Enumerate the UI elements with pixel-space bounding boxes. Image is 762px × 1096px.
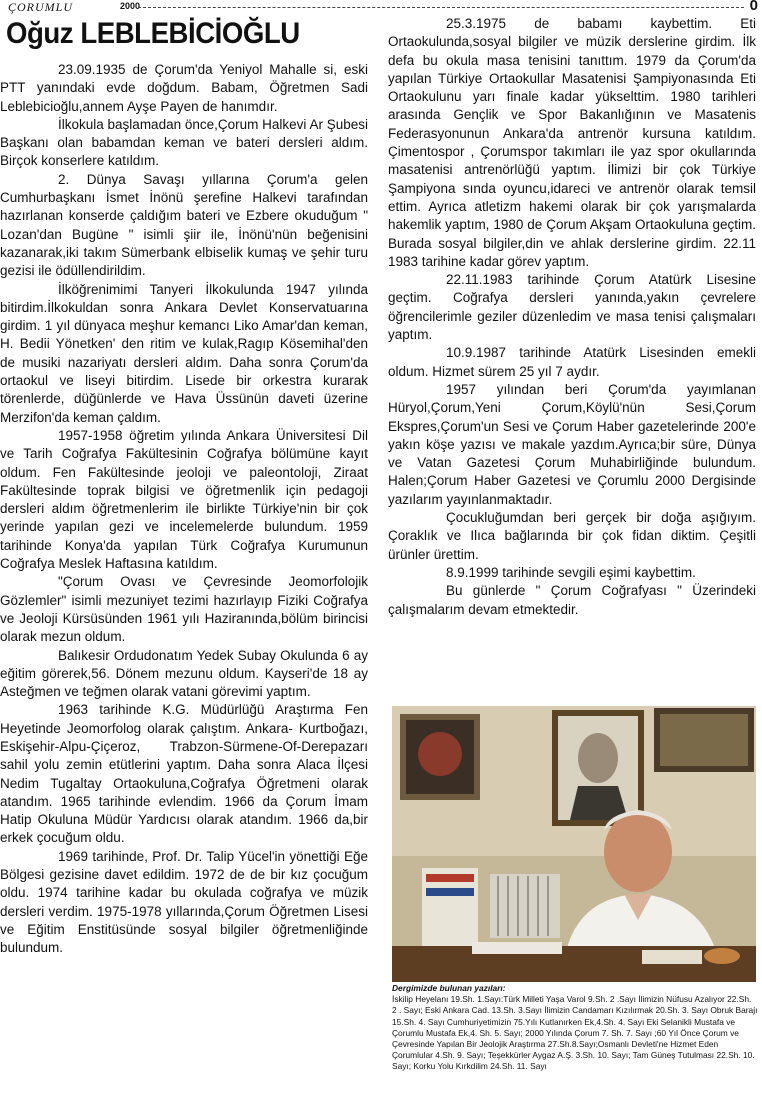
article-title: Oğuz LEBLEBİCİOĞLU	[6, 17, 300, 50]
header-rule	[138, 7, 744, 8]
paragraph: Bu günlerde " Çorum Coğrafyası " Üzerindeki çalışmalarım devam etmektedir.	[388, 583, 756, 617]
masthead-year: 2000	[120, 1, 141, 11]
paragraph: 1957-1958 öğretim yılında Ankara Üniversitesi Dil ve Tarih Coğrafya Fakültesinin Coğrafya bölümüne kayıt oldum. Fen Fakültesinde jeoloji ve paleontoloji, Ziraat Fakültesinde toprak bilgisi ve öğretmenlik için pedagoji dersleri aldım öğretmenlerim ile birlikte Türkiye'nin bir çok yerinde yapılan gezi ve incelemelerde bulundum. 1959 tarihinde Konya'da yapılan Türk Coğrafya Kurumunun Coğrafya Meslek Haftasına katıldım.	[0, 427, 368, 572]
paragraph: 23.09.1935 de Çorum'da Yeniyol Mahalle si, eski PTT yanındaki evde doğdum. Babam, Öğretmen Sadi Leblebicioğlu,annem Ayşe Payen de hanımdır.	[0, 62, 368, 114]
portrait-photo	[392, 706, 756, 982]
paragraph: 25.3.1975 de babamı kaybettim. Eti Ortaokulunda,sosyal bilgiler ve müzik derslerine girdim. İlk defa bu okula masa tenisini tanıttım. 1979 da Çorum'da yapılan Türkiye Ortaokullar Masatenisi Şampiyonasında Eti Ortaokulunu yarı finale kadar yükselttim. 1980 tarihleri arasında Gençlik ve Spor Bakanlığının ve Masatenis Federasyonunun Ankara'da antrenör kursuna katıldım. Çimentospor , Çorumspor takımları ile yaz spor okullarında masatenisi antrenörlüğü yaptım. İlimizi bir çok Türkiye Şampiyona sında oyuncu,idareci ve antrenör olarak temsil ettim. Ayrıca atletizm hakemi olarak bir çok yarışmalarda hakemlik yaptım, 1980 de Çorum Akşam Ortaokuluna geçtim. Burada sosyal bilgiler,din ve ahlak derslerine girdim. 22.11 1983 tarihine kadar görev yaptım.	[388, 16, 756, 269]
caption-text: İskilip Heyelanı 19.Sh. 1.Sayı:Türk Milleti Yaşa Varol 9.Sh. 2 .Sayı İlimizin Nüfusu Azalıyor 22.Sh. 2 . Sayı; Eski Ankara Cad. 13.Sh. 3.Sayı İlimizin Candamarı Kızılırmak 20.Sh. 3. Sayı Obruk Barajı 15.Sh. 4. Sayı Cumhuriyetimizin 75.Yılı Kutlanırken Ek,4.Sh. 4. Sayı Eki Selanikli Mustafa ve Çorumlu Mustafa Ek,4. Sh. 5. Sayı; 2000 Yılında Çorum 7. Sh. 7. Sayı ;60 Yıl Önce Çorum ve Çevresinde Yapılan Bir Jeolojik Araştırma 27.Sh.8.Sayı;Osmanlı Devleti'ne Hizmet Eden Çorumlular 4.Sh. 9. Sayı; Teşekkürler Aygaz A.Ş. 3.Sh. 10. Sayı; Tam Güneş Tutulması 22.Sh. 10. Sayı; Korku Yolu Kırkdilim 24.Sh. 11. Sayı	[392, 994, 758, 1072]
paragraph: İlköğrenimimi Tanyeri İlkokulunda 1947 yılında bitirdim.İlkokuldan sonra Ankara Devlet Konservatuarına girdim. 1 yıl dünyaca meşhur kemancı Liko Amar'dan keman, H. Bedii Yönetken' den ritim ve kulak,Ragıp Kösemihal'den de musiki nazariyatı dersleri aldım. Daha sonra Çorum'da ortaokul ve liseyi bitirdim. Lisede bir orkestra kurarak törenlerde, düğünlerde ve Hava Üssünün daveti üzerine Merzifon'da keman çaldım.	[0, 281, 368, 425]
paragraph: 22.11.1983 tarihinde Çorum Atatürk Lisesine geçtim. Coğrafya dersleri yanında,yakın çevrelere öğrencilerimle geziler düzenledim ve masa tenisi çalışmaları yaptım.	[388, 272, 756, 343]
right-column	[388, 15, 756, 619]
portrait-photo-icon	[392, 706, 756, 982]
page-number: 0	[749, 0, 758, 14]
paragraph: 8.9.1999 tarihinde sevgili eşimi kaybettim.	[446, 564, 696, 580]
masthead-logo: ÇORUMLU	[8, 0, 74, 14]
caption-title: Dergimizde bulunan yazıları:	[392, 983, 506, 993]
paragraph: 1963 tarihinde K.G. Müdürlüğü Araştırma Fen Heyetinde Jeomorfolog olarak çalıştım. Ankara- Kurtboğazı, Eskişehir-Alpu-Çiçeroz, Trabzon-Sürmene-Of-Derepazarı sahil yolu zemin etütlerini yaptım. Daha sonra Alaca İlçesi Nedim Tugaltay Ortaokuluna,Coğrafya Öğretmeni olarak atandım. 1965 tarihinde evlendim. 1966 da Çorum İmam Hatip Okuluna Müdür Yardıcısı olarak atandım. 1966 da,bir erkek çocuğum oldu.	[0, 702, 368, 846]
paragraph: Çocukluğumdan beri gerçek bir doğa aşığıyım. Çoraklık ve Ilıca bağlarında bir çok fidan diktim. Çeşitli ürünler ürettim.	[388, 510, 756, 562]
paragraph: Balıkesir Ordudonatım Yedek Subay Okulunda 6 ay eğitim görerek,56. Dönem mezunu oldum. Kayseri'de 18 ay Asteğmen ve teğmen olarak vatani görevimi yaptım.	[0, 647, 368, 700]
paragraph: 10.9.1987 tarihinde Atatürk Lisesinden emekli oldum. Hizmet sürem 25 yıl 7 aydır.	[388, 345, 756, 379]
left-column	[0, 61, 368, 958]
paragraph: İlkokula başlamadan önce,Çorum Halkevi Ar Şubesi Başkanı olan babamdan keman ve bateri dersleri aldım. Birçok konserlere katıldım.	[0, 116, 368, 169]
paragraph: "Çorum Ovası ve Çevresinde Jeomorfolojik Gözlemler" isimli mezuniyet tezimi hazırlayıp Fiziki Coğrafya ve Jeoloji Kürsüsünden 1961 yılı Haziranında,bölüm birincisi olarak mezun oldum.	[0, 574, 368, 645]
page-header	[8, 0, 758, 14]
paragraph: 2. Dünya Savaşı yıllarına Çorum'a gelen Cumhurbaşkanı İsmet İnönü şerefine Halkevi tarafından hazırlanan konserde çaldığım bateri ve Ezbere okuduğum " Lozan'dan Bugüne " isimli şiir ile, İnönü'nün beğenisini kazanarak,iki takım Sümerbank elbiselik kumaş ve şehir turu gezisi ile ödüllendirildim.	[0, 171, 368, 279]
photo-caption	[392, 983, 758, 1073]
paragraph: 1969 tarihinde, Prof. Dr. Talip Yücel'in yönettiği Eğe Bölgesi gezisine davet edildim. 1972 de de bir kız çocuğum oldu. 1974 tarihine kadar bu okulada coğrafya ve müzik dersleri verdim. 1975-1978 yıllarında,Çorum Öğretmen Lisesi ve Eğitim Enstitüsünde sosyal bilgiler öğretmenliğinde bulundum.	[0, 848, 368, 956]
paragraph: 1957 yılından beri Çorum'da yayımlanan Hüryol,Çorum,Yeni Çorum,Köylü'nün Sesi,Çorum Ekspres,Çorum'un Sesi ve Çorum Haber gazetelerinde 200'e yakın köşe yazısı ve makale yazdım.Ayrıca;bir süre, Dünya ve Vatan Gazetesi Çorum Muhabirliğinde bulundum. Halen;Çorum Haber Gazetesi ve Çorumlu 2000 Dergisinde yazılarım yayınlanmaktadır.	[388, 381, 756, 507]
